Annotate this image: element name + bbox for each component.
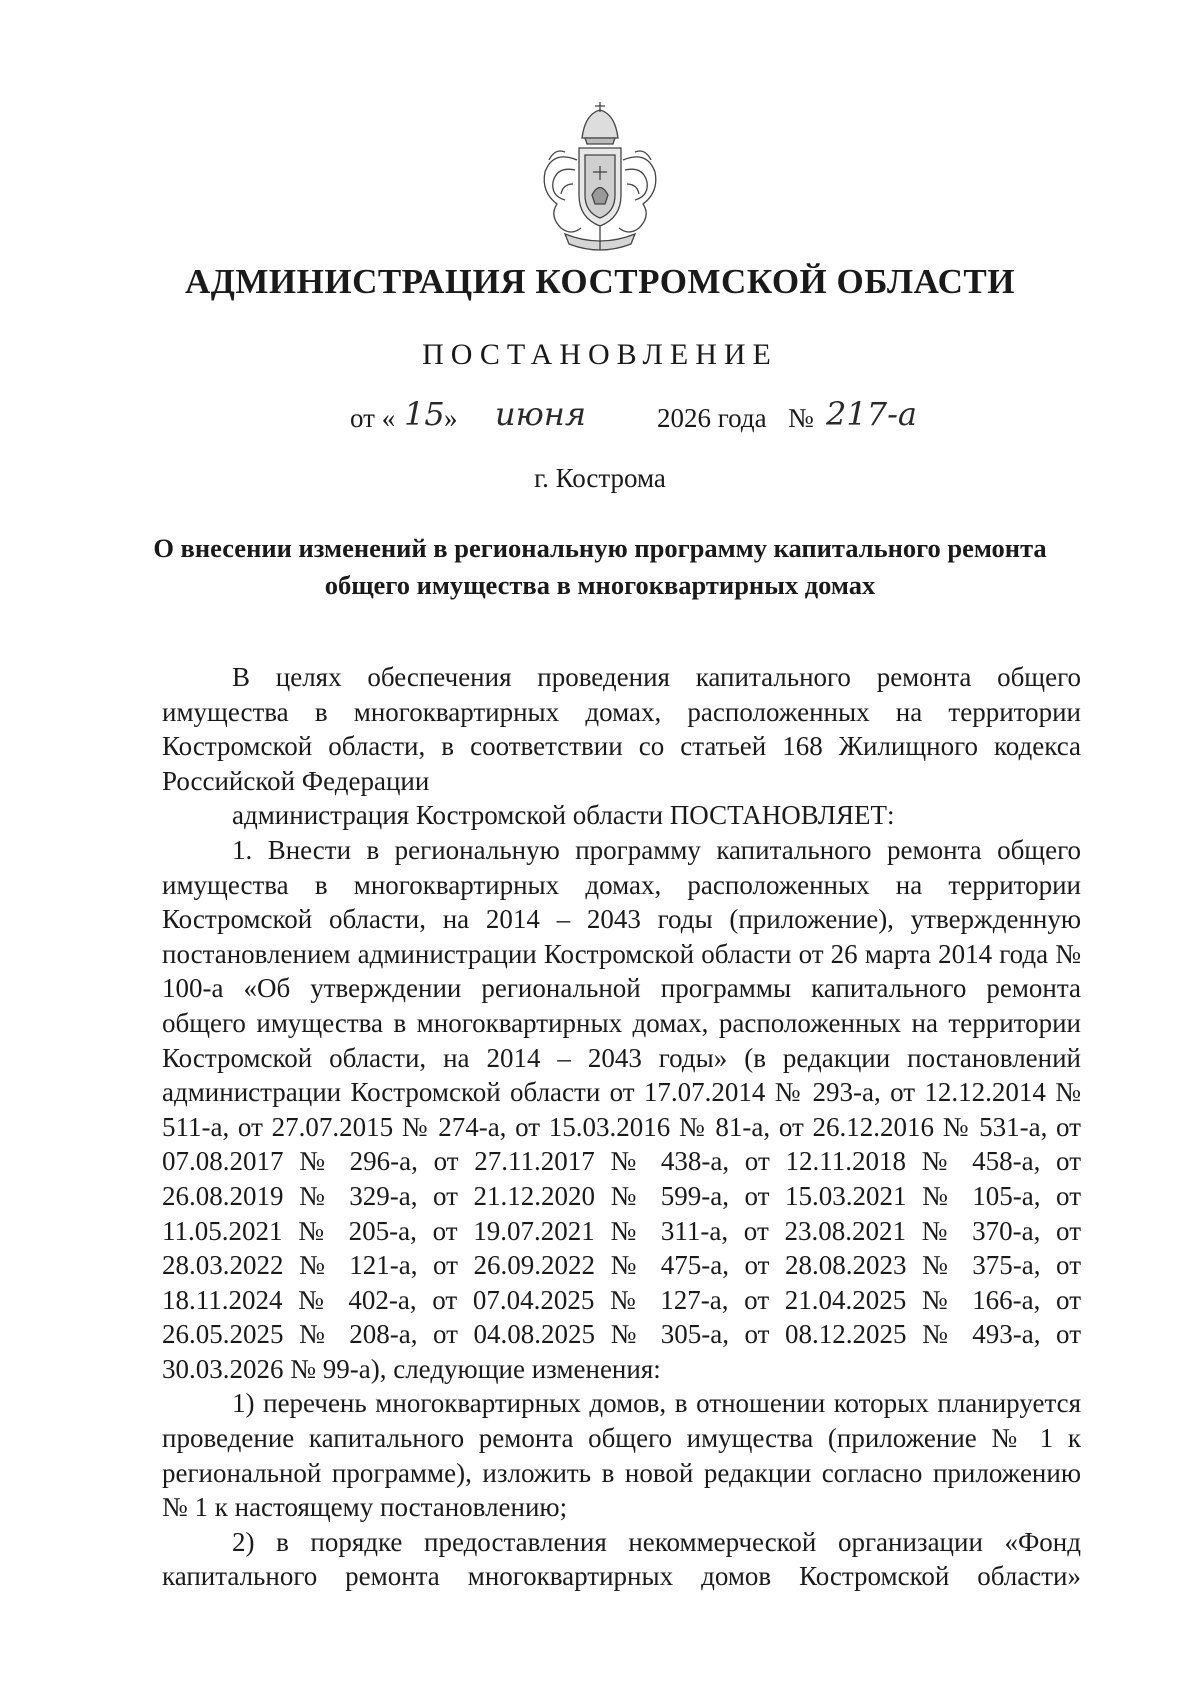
- subitem-2-paragraph: 2) в порядке предоставления некоммерческой организации «Фонд капитального ремонта многоквартирных домов Костромской области»: [162, 1526, 1081, 1592]
- document-number: 217-а: [826, 395, 917, 433]
- date-day: 15: [404, 395, 445, 433]
- city: г. Кострома: [534, 463, 666, 493]
- document-subject: О внесении изменений в региональную программу капитального ремонта общего имущества в многоквартирных домах: [153, 533, 1047, 600]
- number-sign: №: [788, 403, 814, 433]
- org-title: АДМИНИСТРАЦИЯ КОСТРОМСКОЙ ОБЛАСТИ: [185, 262, 1015, 301]
- resolves-paragraph: администрация Костромской области ПОСТАНОВЛЯЕТ:: [232, 800, 895, 831]
- document-type: ПОСТАНОВЛЕНИЕ: [422, 338, 778, 371]
- date-prefix: от «: [350, 403, 396, 433]
- document-body: [162, 660, 1081, 1594]
- date-year: 2026 года: [657, 403, 767, 433]
- date-line: [350, 395, 1050, 445]
- date-quote-close: »: [444, 403, 458, 433]
- preamble-paragraph: В целях обеспечения проведения капитального ремонта общего имущества в многоквартирных домах, расположенных на территории Костромской области, в соответствии со статьей 168 Жилищного кодекса Российской Федерации: [162, 662, 1081, 796]
- subitem-1-paragraph: 1) перечень многоквартирных домов, в отношении которых планируется проведение капитального ремонта общего имущества (приложение № 1 к региональной программе), изложить в новой редакции согласно приложению № 1 к настоящему постановлению;: [162, 1388, 1081, 1523]
- date-month: июня: [495, 395, 587, 433]
- item-1-paragraph: 1. Внести в региональную программу капитального ремонта общего имущества в многоквартирных домах, расположенных на территории Костромской области, на 2014 – 2043 годы (приложение), утвержденную постановлением администрации Костромской области от 26 марта 2014 года № 100-а «Об утверждении региональной программы капитального ремонта общего имущества в многоквартирных домах, расположенных на территории Костромской области, на 2014 – 2043 годы» (в редакции постановлений администрации Костромской области от 17.07.2014 № 293-а, от 12.12.2014 № 511-а, от 27.07.2015 № 274-а, от 15.03.2016 № 81-а, от 26.12.2016 № 531-а, от 07.08.2017 № 296-а, от 27.11.2017 № 438-а, от 12.11.2018 № 458-а, от 26.08.2019 № 329-а, от 21.12.2020 № 599-а, от 15.03.2021 № 105-а, от 11.05.2021 № 205-а, от 19.07.2021 № 311-а, от 23.08.2021 № 370-а, от 28.03.2022 № 121-а, от 26.09.2022 № 475-а, от 28.08.2023 № 375-а, от 18.11.2024 № 402-а, от 07.04.2025 № 127-а, от 21.04.2025 № 166-а, от 26.05.2025 № 208-а, от 04.08.2025 № 305-а, от 08.12.2025 № 493-а, от 30.03.2026 № 99-а), следующие изменения:: [162, 834, 1081, 1384]
- coat-of-arms-icon: [535, 100, 665, 258]
